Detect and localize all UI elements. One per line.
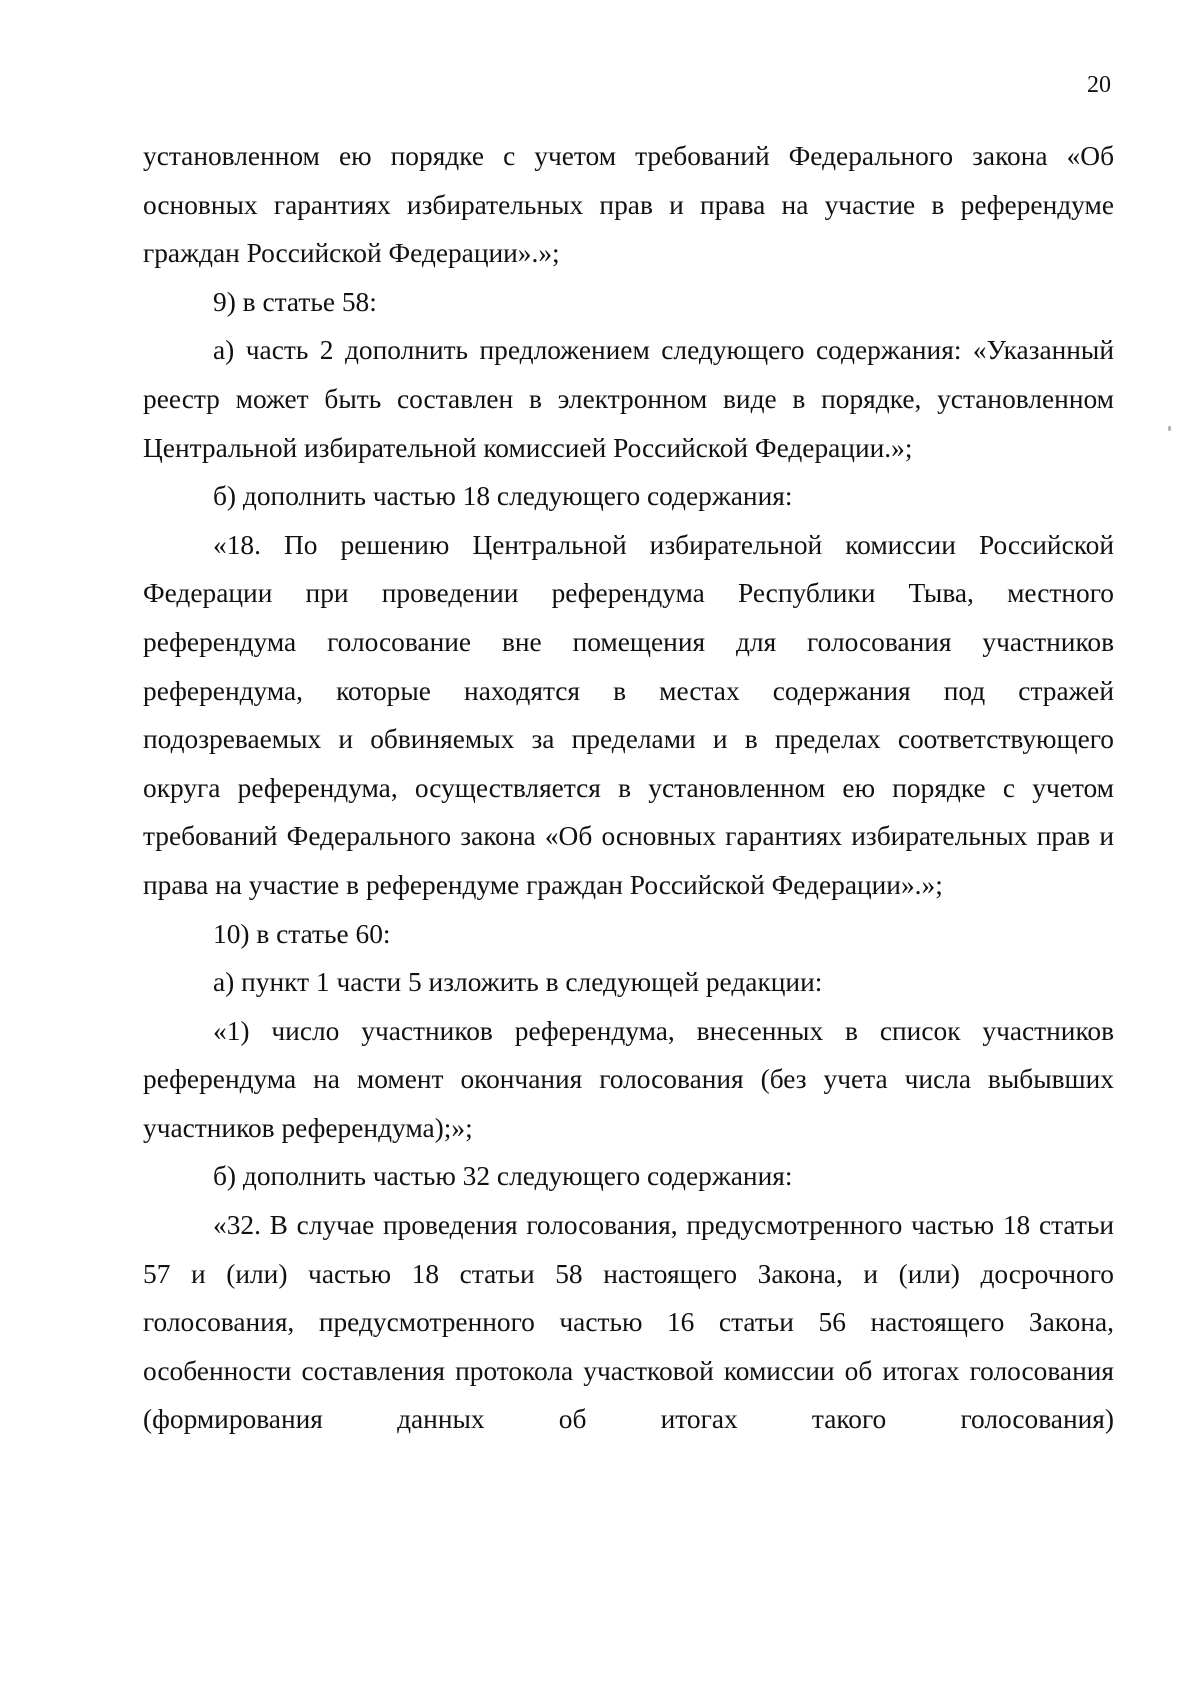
paragraph-item-10: 10) в статье 60: bbox=[213, 918, 391, 949]
paragraph-point-1: «1) число участников референдума, внесенных в список участников референдума на момент окончания голосования (без учета числа выбывших участников референдума);»; bbox=[143, 1015, 1114, 1143]
page-number: 20 bbox=[1087, 72, 1111, 98]
paragraph-item-10b: б) дополнить частью 32 следующего содержания: bbox=[213, 1161, 793, 1192]
paragraph-continuation: установленном ею порядке с учетом требований Федерального закона «Об основных гарантиях избирательных прав и права на участие в референдуме граждан Российской Федерации».»; bbox=[143, 141, 1114, 269]
paragraph-item-9: 9) в статье 58: bbox=[213, 286, 377, 317]
paragraph-item-9b: б) дополнить частью 18 следующего содержания: bbox=[213, 481, 793, 512]
scan-speck-mark bbox=[1168, 426, 1171, 431]
paragraph-item-10a: а) пункт 1 части 5 изложить в следующей редакции: bbox=[213, 967, 823, 998]
paragraph-item-9a: а) часть 2 дополнить предложением следующего содержания: «Указанный реестр может быть составлен в электронном виде в порядке, установленном Центральной избирательной комиссией Российской Федерации.»; bbox=[143, 335, 1114, 463]
paragraph-part-32: «32. В случае проведения голосования, предусмотренного частью 18 статьи 57 и (или) частью 18 статьи 58 настоящего Закона, и (или) досрочного голосования, предусмотренного частью 16 статьи 56 настоящего Закона, особенности составления протокола участковой комиссии об итогах голосования (формирования данных об итогах такого голосования) bbox=[143, 1210, 1114, 1435]
document-body bbox=[143, 132, 1114, 1444]
paragraph-part-18: «18. По решению Центральной избирательной комиссии Российской Федерации при проведении референдума Республики Тыва, местного референдума голосование вне помещения для голосования участников референдума, которые находятся в местах содержания под стражей подозреваемых и обвиняемых за пределами и в пределах соответствующего округа референдума, осуществляется в установленном ею порядке с учетом требований Федерального закона «Об основных гарантиях избирательных прав и права на участие в референдуме граждан Российской Федерации».»; bbox=[143, 529, 1114, 900]
